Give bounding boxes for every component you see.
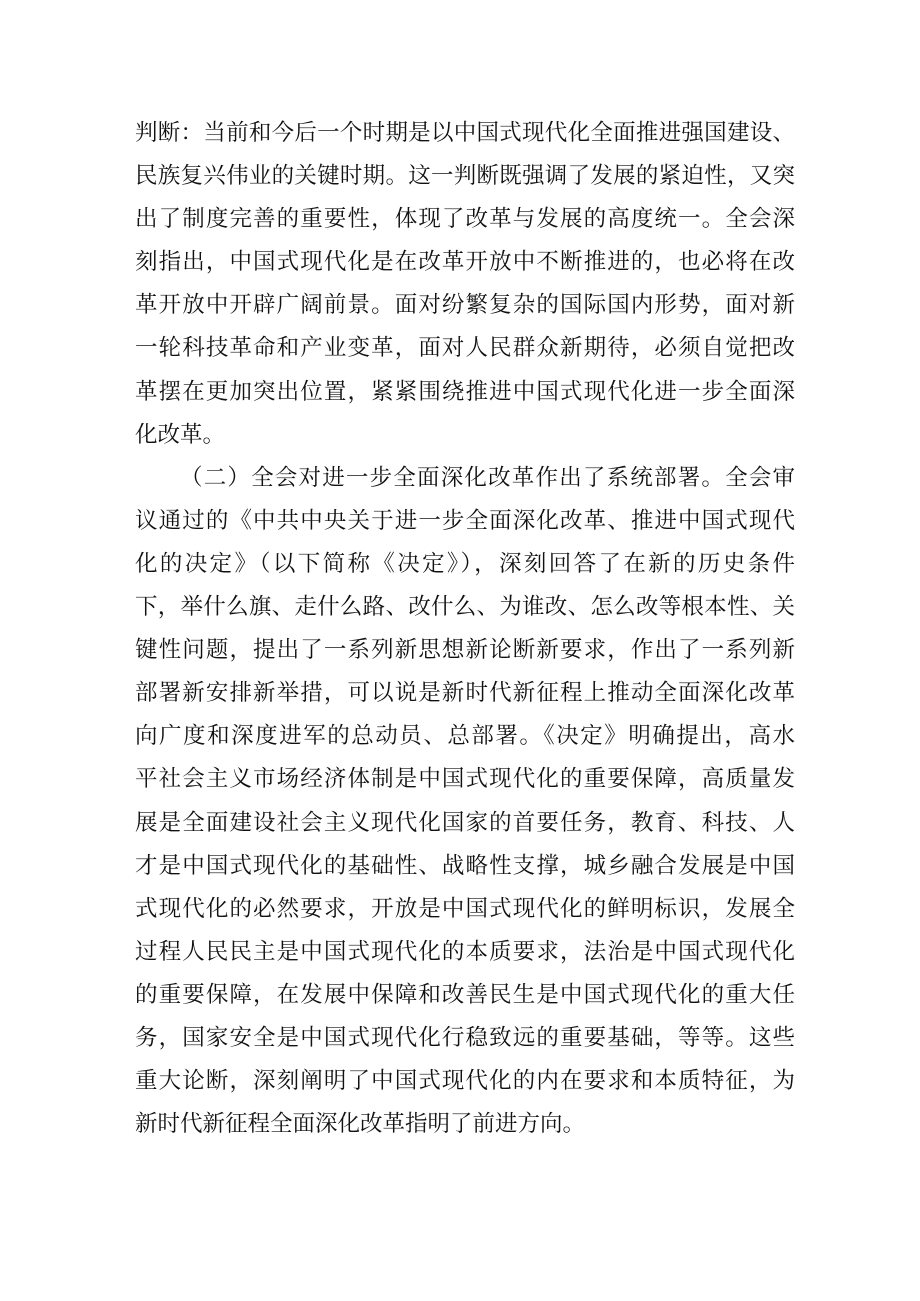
paragraph-line: 下，举什么旗、走什么路、改什么、为谁改、怎么改等根本性、关 — [135, 594, 795, 621]
paragraph-2 — [135, 457, 795, 1147]
paragraph-line: 出了制度完善的重要性，体现了改革与发展的高度统一。全会深 — [135, 206, 795, 233]
paragraph-line: 化的决定》（以下简称《决定》），深刻回答了在新的历史条件 — [135, 550, 795, 577]
paragraph-line: 式现代化的必然要求，开放是中国式现代化的鲜明标识，发展全 — [135, 895, 795, 922]
paragraph-line: 革开放中开辟广阔前景。面对纷繁复杂的国际国内形势，面对新 — [135, 292, 795, 319]
paragraph-line: 键性问题，提出了一系列新思想新论断新要求，作出了一系列新 — [135, 637, 795, 664]
paragraph-line: 的重要保障，在发展中保障和改善民生是中国式现代化的重大任 — [135, 981, 795, 1008]
paragraph-line: 一轮科技革命和产业变革，面对人民群众新期待，必须自觉把改 — [135, 335, 795, 362]
paragraph-line: 判断：当前和今后一个时期是以中国式现代化全面推进强国建设、 — [135, 120, 795, 146]
paragraph-line: 新时代新征程全面深化改革指明了前进方向。 — [135, 1111, 586, 1138]
paragraph-line: 展是全面建设社会主义现代化国家的首要任务，教育、科技、人 — [135, 809, 795, 836]
paragraph-line: 向广度和深度进军的总动员、总部署。《决定》明确提出，高水 — [135, 723, 795, 750]
paragraph-line: 重大论断，深刻阐明了中国式现代化的内在要求和本质特征，为 — [135, 1068, 795, 1095]
paragraph-1 — [135, 112, 795, 457]
paragraph-line: 平社会主义市场经济体制是中国式现代化的重要保障，高质量发 — [135, 766, 795, 793]
paragraph-line: 务，国家安全是中国式现代化行稳致远的重要基础，等等。这些 — [135, 1024, 795, 1051]
paragraph-line: 部署新安排新举措，可以说是新时代新征程上推动全面深化改革 — [135, 680, 795, 707]
paragraph-line: 过程人民民主是中国式现代化的本质要求，法治是中国式现代化 — [135, 938, 795, 965]
paragraph-line: （二）全会对进一步全面深化改革作出了系统部署。全会审 — [180, 464, 795, 491]
paragraph-line: 议通过的《中共中央关于进一步全面深化改革、推进中国式现代 — [135, 507, 795, 534]
document-body — [135, 112, 795, 1146]
paragraph-line: 刻指出，中国式现代化是在改革开放中不断推进的，也必将在改 — [135, 249, 795, 276]
paragraph-line: 革摆在更加突出位置，紧紧围绕推进中国式现代化进一步全面深 — [135, 378, 795, 405]
paragraph-line: 才是中国式现代化的基础性、战略性支撑，城乡融合发展是中国 — [135, 852, 795, 879]
paragraph-line: 民族复兴伟业的关键时期。这一判断既强调了发展的紧迫性，又突 — [135, 163, 795, 190]
paragraph-line: 化改革。 — [135, 421, 226, 448]
